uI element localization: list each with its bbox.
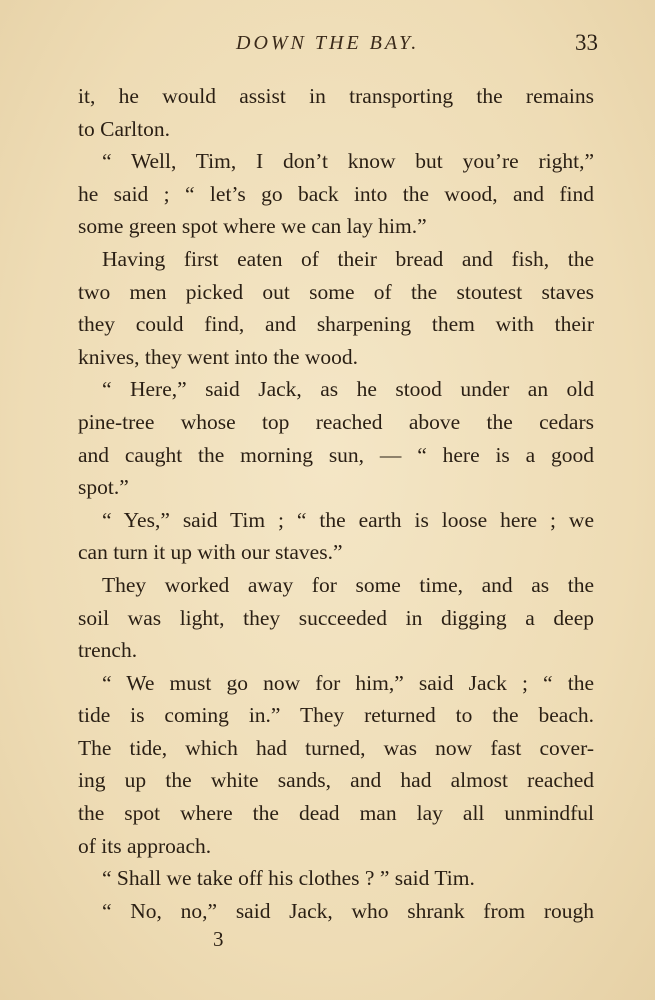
text-line: of its approach. [78, 833, 212, 858]
text-line: They worked away for some time, and as the [102, 572, 594, 597]
text-line: and caught the morning sun, — “ here is a good [78, 442, 594, 467]
signature-mark: 3 [213, 927, 224, 951]
text-line: “ Yes,” said Tim ; “ the earth is loose here ; we [102, 507, 594, 532]
text-line: it, he would assist in transporting the remains [78, 84, 594, 108]
text-line: “ Here,” said Jack, as he stood under an old [102, 377, 594, 402]
text-line: spot.” [78, 475, 129, 500]
text-line: soil was light, they succeeded in digging a deep [78, 605, 594, 630]
text-line: to Carlton. [78, 116, 170, 141]
text-line: tide is coming in.” They returned to the beach. [78, 703, 594, 728]
text-line: they could find, and sharpening them with their [78, 312, 594, 337]
running-head: DOWN THE BAY. [236, 32, 420, 54]
text-line: ing up the white sands, and had almost reached [78, 768, 594, 793]
text-line: “ No, no,” said Jack, who shrank from rough [102, 898, 594, 923]
text-line: Having first eaten of their bread and fish, the [102, 246, 594, 271]
text-line: knives, they went into the wood. [78, 344, 359, 369]
text-line: the spot where the dead man lay all unmindful [78, 801, 594, 826]
text-line: The tide, which had turned, was now fast cover- [78, 735, 594, 760]
text-line: pine-tree whose top reached above the cedars [78, 409, 594, 434]
text-line: “ We must go now for him,” said Jack ; “ the [102, 670, 594, 695]
text-line: can turn it up with our staves.” [78, 540, 343, 565]
text-line: “ Well, Tim, I don’t know but you’re right,” [102, 149, 594, 174]
text-line: “ Shall we take off his clothes ? ” said Tim. [102, 866, 475, 891]
text-line: two men picked out some of the stoutest staves [78, 279, 594, 304]
page-header [0, 28, 655, 60]
page-number: 33 [575, 30, 598, 55]
text-line: he said ; “ let’s go back into the wood, and find [78, 181, 594, 206]
text-line: some green spot where we can lay him.” [78, 214, 427, 239]
text-line: trench. [78, 638, 138, 663]
body-text [78, 80, 594, 927]
